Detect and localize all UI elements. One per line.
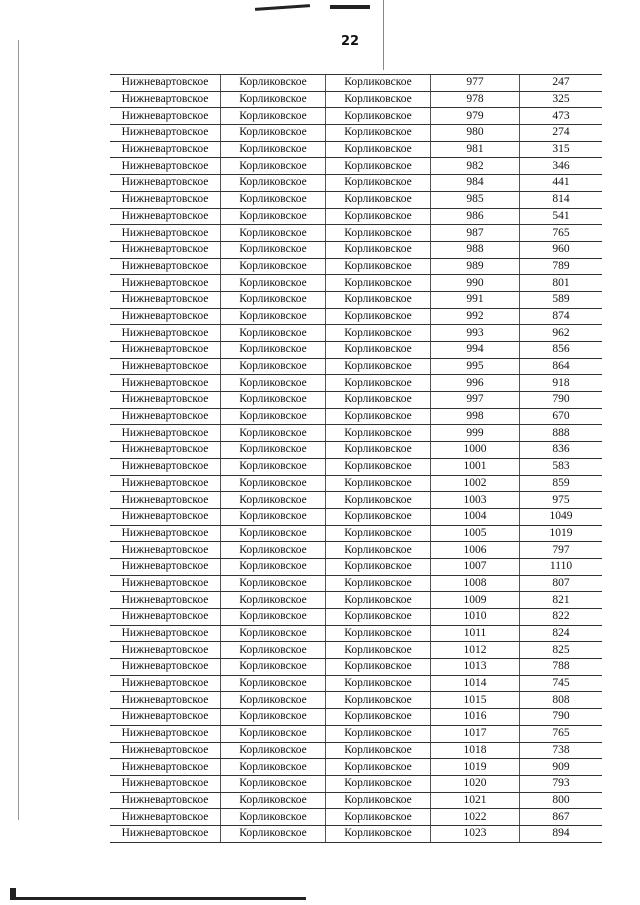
cell-district: Нижневартовское xyxy=(110,659,221,676)
table-row xyxy=(110,425,602,442)
cell-value: 473 xyxy=(520,108,603,125)
cell-deposit: Корликовское xyxy=(221,125,326,142)
cell-field: Корликовское xyxy=(326,709,431,726)
cell-field: Корликовское xyxy=(326,692,431,709)
cell-well-number: 1009 xyxy=(431,592,520,609)
cell-district: Нижневартовское xyxy=(110,191,221,208)
cell-field: Корликовское xyxy=(326,775,431,792)
cell-well-number: 1007 xyxy=(431,558,520,575)
registry-table xyxy=(110,74,602,843)
cell-district: Нижневартовское xyxy=(110,609,221,626)
cell-value: 962 xyxy=(520,325,603,342)
cell-field: Корликовское xyxy=(326,558,431,575)
cell-well-number: 1006 xyxy=(431,542,520,559)
cell-deposit: Корликовское xyxy=(221,492,326,509)
cell-field: Корликовское xyxy=(326,625,431,642)
cell-well-number: 990 xyxy=(431,275,520,292)
cell-deposit: Корликовское xyxy=(221,659,326,676)
cell-district: Нижневартовское xyxy=(110,308,221,325)
cell-deposit: Корликовское xyxy=(221,225,326,242)
cell-field: Корликовское xyxy=(326,141,431,158)
cell-value: 856 xyxy=(520,342,603,359)
cell-value: 836 xyxy=(520,442,603,459)
cell-deposit: Корликовское xyxy=(221,108,326,125)
cell-district: Нижневартовское xyxy=(110,692,221,709)
cell-well-number: 981 xyxy=(431,141,520,158)
cell-value: 1019 xyxy=(520,525,603,542)
cell-district: Нижневартовское xyxy=(110,542,221,559)
cell-well-number: 1013 xyxy=(431,659,520,676)
table-row xyxy=(110,175,602,192)
cell-deposit: Корликовское xyxy=(221,208,326,225)
cell-district: Нижневартовское xyxy=(110,492,221,509)
cell-well-number: 984 xyxy=(431,175,520,192)
cell-well-number: 1018 xyxy=(431,742,520,759)
cell-field: Корликовское xyxy=(326,225,431,242)
cell-well-number: 1011 xyxy=(431,625,520,642)
table-row xyxy=(110,408,602,425)
table-row xyxy=(110,558,602,575)
cell-well-number: 978 xyxy=(431,91,520,108)
cell-field: Корликовское xyxy=(326,542,431,559)
cell-value: 918 xyxy=(520,375,603,392)
cell-deposit: Корликовское xyxy=(221,625,326,642)
table-row xyxy=(110,141,602,158)
cell-deposit: Корликовское xyxy=(221,392,326,409)
cell-deposit: Корликовское xyxy=(221,442,326,459)
cell-well-number: 1000 xyxy=(431,442,520,459)
table-row xyxy=(110,225,602,242)
cell-value: 790 xyxy=(520,392,603,409)
cell-well-number: 991 xyxy=(431,291,520,308)
cell-deposit: Корликовское xyxy=(221,191,326,208)
cell-well-number: 999 xyxy=(431,425,520,442)
cell-deposit: Корликовское xyxy=(221,575,326,592)
cell-value: 315 xyxy=(520,141,603,158)
cell-deposit: Корликовское xyxy=(221,75,326,92)
cell-district: Нижневартовское xyxy=(110,709,221,726)
cell-field: Корликовское xyxy=(326,75,431,92)
cell-well-number: 980 xyxy=(431,125,520,142)
table-row xyxy=(110,508,602,525)
cell-deposit: Корликовское xyxy=(221,759,326,776)
cell-district: Нижневартовское xyxy=(110,825,221,842)
cell-deposit: Корликовское xyxy=(221,408,326,425)
cell-deposit: Корликовское xyxy=(221,141,326,158)
cell-deposit: Корликовское xyxy=(221,775,326,792)
table-row xyxy=(110,375,602,392)
cell-district: Нижневартовское xyxy=(110,592,221,609)
cell-field: Корликовское xyxy=(326,158,431,175)
cell-well-number: 1004 xyxy=(431,508,520,525)
cell-district: Нижневартовское xyxy=(110,375,221,392)
cell-field: Корликовское xyxy=(326,609,431,626)
cell-deposit: Корликовское xyxy=(221,475,326,492)
cell-well-number: 986 xyxy=(431,208,520,225)
cell-value: 788 xyxy=(520,659,603,676)
cell-well-number: 1010 xyxy=(431,609,520,626)
cell-value: 960 xyxy=(520,241,603,258)
cell-value: 975 xyxy=(520,492,603,509)
cell-well-number: 1014 xyxy=(431,675,520,692)
cell-value: 583 xyxy=(520,458,603,475)
cell-district: Нижневартовское xyxy=(110,442,221,459)
cell-well-number: 1021 xyxy=(431,792,520,809)
table-row xyxy=(110,825,602,842)
cell-field: Корликовское xyxy=(326,308,431,325)
cell-field: Корликовское xyxy=(326,508,431,525)
cell-value: 346 xyxy=(520,158,603,175)
cell-deposit: Корликовское xyxy=(221,825,326,842)
cell-value: 807 xyxy=(520,575,603,592)
cell-value: 894 xyxy=(520,825,603,842)
cell-deposit: Корликовское xyxy=(221,592,326,609)
cell-well-number: 989 xyxy=(431,258,520,275)
cell-deposit: Корликовское xyxy=(221,458,326,475)
cell-district: Нижневартовское xyxy=(110,225,221,242)
cell-well-number: 998 xyxy=(431,408,520,425)
table-row xyxy=(110,275,602,292)
table-row xyxy=(110,575,602,592)
table-row xyxy=(110,609,602,626)
table-row xyxy=(110,775,602,792)
cell-deposit: Корликовское xyxy=(221,542,326,559)
cell-field: Корликовское xyxy=(326,675,431,692)
table-row xyxy=(110,742,602,759)
cell-district: Нижневартовское xyxy=(110,108,221,125)
cell-value: 765 xyxy=(520,225,603,242)
scan-artifact-top-left xyxy=(255,4,310,11)
cell-value: 909 xyxy=(520,759,603,776)
table-row xyxy=(110,108,602,125)
table-row xyxy=(110,125,602,142)
table-row xyxy=(110,759,602,776)
cell-well-number: 1023 xyxy=(431,825,520,842)
cell-value: 824 xyxy=(520,625,603,642)
cell-deposit: Корликовское xyxy=(221,792,326,809)
cell-field: Корликовское xyxy=(326,191,431,208)
cell-field: Корликовское xyxy=(326,392,431,409)
cell-value: 738 xyxy=(520,742,603,759)
cell-field: Корликовское xyxy=(326,425,431,442)
cell-district: Нижневартовское xyxy=(110,759,221,776)
cell-field: Корликовское xyxy=(326,475,431,492)
cell-district: Нижневартовское xyxy=(110,275,221,292)
cell-well-number: 1022 xyxy=(431,809,520,826)
table-row xyxy=(110,709,602,726)
cell-field: Корликовское xyxy=(326,175,431,192)
table-row xyxy=(110,442,602,459)
cell-well-number: 992 xyxy=(431,308,520,325)
table-row xyxy=(110,158,602,175)
cell-field: Корликовское xyxy=(326,358,431,375)
cell-district: Нижневартовское xyxy=(110,125,221,142)
cell-district: Нижневартовское xyxy=(110,742,221,759)
cell-well-number: 979 xyxy=(431,108,520,125)
cell-district: Нижневартовское xyxy=(110,575,221,592)
cell-well-number: 982 xyxy=(431,158,520,175)
cell-field: Корликовское xyxy=(326,792,431,809)
cell-value: 821 xyxy=(520,592,603,609)
cell-deposit: Корликовское xyxy=(221,308,326,325)
page-number: 22 xyxy=(340,34,360,49)
cell-district: Нижневартовское xyxy=(110,158,221,175)
table-row xyxy=(110,91,602,108)
cell-deposit: Корликовское xyxy=(221,291,326,308)
table-row xyxy=(110,258,602,275)
table-row xyxy=(110,342,602,359)
cell-field: Корликовское xyxy=(326,342,431,359)
cell-district: Нижневартовское xyxy=(110,75,221,92)
table-row xyxy=(110,392,602,409)
cell-field: Корликовское xyxy=(326,525,431,542)
cell-well-number: 1005 xyxy=(431,525,520,542)
cell-deposit: Корликовское xyxy=(221,508,326,525)
cell-district: Нижневартовское xyxy=(110,291,221,308)
table-row xyxy=(110,592,602,609)
cell-value: 864 xyxy=(520,358,603,375)
table-row xyxy=(110,75,602,92)
table-row xyxy=(110,659,602,676)
cell-district: Нижневартовское xyxy=(110,675,221,692)
cell-deposit: Корликовское xyxy=(221,175,326,192)
cell-value: 1110 xyxy=(520,558,603,575)
cell-district: Нижневартовское xyxy=(110,241,221,258)
cell-field: Корликовское xyxy=(326,742,431,759)
table-row xyxy=(110,325,602,342)
cell-deposit: Корликовское xyxy=(221,609,326,626)
cell-field: Корликовское xyxy=(326,725,431,742)
cell-field: Корликовское xyxy=(326,108,431,125)
scan-artifact-bottom-line xyxy=(16,897,306,900)
cell-district: Нижневартовское xyxy=(110,508,221,525)
cell-deposit: Корликовское xyxy=(221,325,326,342)
cell-district: Нижневартовское xyxy=(110,91,221,108)
table-row xyxy=(110,642,602,659)
table-row xyxy=(110,525,602,542)
cell-well-number: 1020 xyxy=(431,775,520,792)
cell-district: Нижневартовское xyxy=(110,775,221,792)
cell-deposit: Корликовское xyxy=(221,809,326,826)
cell-field: Корликовское xyxy=(326,659,431,676)
cell-district: Нижневартовское xyxy=(110,725,221,742)
table-row xyxy=(110,809,602,826)
cell-value: 800 xyxy=(520,792,603,809)
cell-well-number: 1019 xyxy=(431,759,520,776)
cell-value: 1049 xyxy=(520,508,603,525)
cell-district: Нижневартовское xyxy=(110,792,221,809)
cell-well-number: 1002 xyxy=(431,475,520,492)
cell-well-number: 993 xyxy=(431,325,520,342)
scan-artifact-left-margin xyxy=(18,40,19,820)
cell-well-number: 987 xyxy=(431,225,520,242)
cell-district: Нижневартовское xyxy=(110,809,221,826)
table-row xyxy=(110,492,602,509)
cell-district: Нижневартовское xyxy=(110,358,221,375)
cell-well-number: 985 xyxy=(431,191,520,208)
cell-field: Корликовское xyxy=(326,258,431,275)
cell-deposit: Корликовское xyxy=(221,91,326,108)
cell-value: 825 xyxy=(520,642,603,659)
cell-value: 765 xyxy=(520,725,603,742)
cell-value: 441 xyxy=(520,175,603,192)
cell-field: Корликовское xyxy=(326,442,431,459)
cell-district: Нижневартовское xyxy=(110,642,221,659)
cell-well-number: 977 xyxy=(431,75,520,92)
table-row xyxy=(110,542,602,559)
cell-district: Нижневартовское xyxy=(110,141,221,158)
cell-well-number: 994 xyxy=(431,342,520,359)
cell-value: 822 xyxy=(520,609,603,626)
cell-value: 589 xyxy=(520,291,603,308)
cell-district: Нижневартовское xyxy=(110,625,221,642)
cell-district: Нижневартовское xyxy=(110,175,221,192)
cell-deposit: Корликовское xyxy=(221,241,326,258)
table-row xyxy=(110,208,602,225)
cell-field: Корликовское xyxy=(326,91,431,108)
cell-well-number: 997 xyxy=(431,392,520,409)
cell-well-number: 1016 xyxy=(431,709,520,726)
scan-artifact-top-center xyxy=(330,5,370,9)
cell-value: 790 xyxy=(520,709,603,726)
cell-field: Корликовское xyxy=(326,275,431,292)
cell-value: 745 xyxy=(520,675,603,692)
table-row xyxy=(110,725,602,742)
cell-value: 325 xyxy=(520,91,603,108)
cell-value: 874 xyxy=(520,308,603,325)
cell-district: Нижневартовское xyxy=(110,425,221,442)
cell-district: Нижневартовское xyxy=(110,458,221,475)
cell-field: Корликовское xyxy=(326,291,431,308)
cell-well-number: 1015 xyxy=(431,692,520,709)
table-row xyxy=(110,458,602,475)
cell-deposit: Корликовское xyxy=(221,158,326,175)
table-row xyxy=(110,792,602,809)
cell-field: Корликовское xyxy=(326,825,431,842)
cell-value: 808 xyxy=(520,692,603,709)
cell-well-number: 1012 xyxy=(431,642,520,659)
cell-field: Корликовское xyxy=(326,325,431,342)
cell-deposit: Корликовское xyxy=(221,425,326,442)
table-row xyxy=(110,191,602,208)
cell-district: Нижневартовское xyxy=(110,558,221,575)
cell-deposit: Корликовское xyxy=(221,742,326,759)
table-row xyxy=(110,291,602,308)
cell-value: 797 xyxy=(520,542,603,559)
cell-value: 274 xyxy=(520,125,603,142)
cell-district: Нижневартовское xyxy=(110,475,221,492)
cell-value: 247 xyxy=(520,75,603,92)
cell-district: Нижневартовское xyxy=(110,342,221,359)
cell-value: 859 xyxy=(520,475,603,492)
cell-well-number: 995 xyxy=(431,358,520,375)
cell-field: Корликовское xyxy=(326,208,431,225)
cell-deposit: Корликовское xyxy=(221,709,326,726)
cell-value: 793 xyxy=(520,775,603,792)
cell-deposit: Корликовское xyxy=(221,675,326,692)
cell-well-number: 1008 xyxy=(431,575,520,592)
cell-field: Корликовское xyxy=(326,642,431,659)
table-row xyxy=(110,308,602,325)
cell-district: Нижневартовское xyxy=(110,525,221,542)
table-row xyxy=(110,241,602,258)
cell-value: 867 xyxy=(520,809,603,826)
cell-district: Нижневартовское xyxy=(110,258,221,275)
cell-field: Корликовское xyxy=(326,458,431,475)
cell-deposit: Корликовское xyxy=(221,558,326,575)
cell-well-number: 1017 xyxy=(431,725,520,742)
cell-well-number: 1003 xyxy=(431,492,520,509)
table-row xyxy=(110,475,602,492)
cell-value: 888 xyxy=(520,425,603,442)
cell-field: Корликовское xyxy=(326,241,431,258)
cell-district: Нижневартовское xyxy=(110,325,221,342)
cell-field: Корликовское xyxy=(326,125,431,142)
cell-well-number: 1001 xyxy=(431,458,520,475)
cell-field: Корликовское xyxy=(326,592,431,609)
cell-field: Корликовское xyxy=(326,809,431,826)
cell-field: Корликовское xyxy=(326,575,431,592)
cell-value: 670 xyxy=(520,408,603,425)
cell-deposit: Корликовское xyxy=(221,725,326,742)
cell-value: 789 xyxy=(520,258,603,275)
cell-deposit: Корликовское xyxy=(221,342,326,359)
table-row xyxy=(110,358,602,375)
cell-district: Нижневартовское xyxy=(110,392,221,409)
cell-value: 814 xyxy=(520,191,603,208)
cell-field: Корликовское xyxy=(326,492,431,509)
cell-district: Нижневартовское xyxy=(110,408,221,425)
cell-field: Корликовское xyxy=(326,759,431,776)
cell-value: 801 xyxy=(520,275,603,292)
table-row xyxy=(110,675,602,692)
cell-value: 541 xyxy=(520,208,603,225)
cell-field: Корликовское xyxy=(326,408,431,425)
cell-deposit: Корликовское xyxy=(221,692,326,709)
cell-deposit: Корликовское xyxy=(221,375,326,392)
cell-well-number: 996 xyxy=(431,375,520,392)
table-row xyxy=(110,692,602,709)
cell-field: Корликовское xyxy=(326,375,431,392)
cell-district: Нижневартовское xyxy=(110,208,221,225)
cell-deposit: Корликовское xyxy=(221,358,326,375)
cell-deposit: Корликовское xyxy=(221,525,326,542)
cell-deposit: Корликовское xyxy=(221,275,326,292)
cell-well-number: 988 xyxy=(431,241,520,258)
cell-deposit: Корликовское xyxy=(221,258,326,275)
table-row xyxy=(110,625,602,642)
cell-deposit: Корликовское xyxy=(221,642,326,659)
